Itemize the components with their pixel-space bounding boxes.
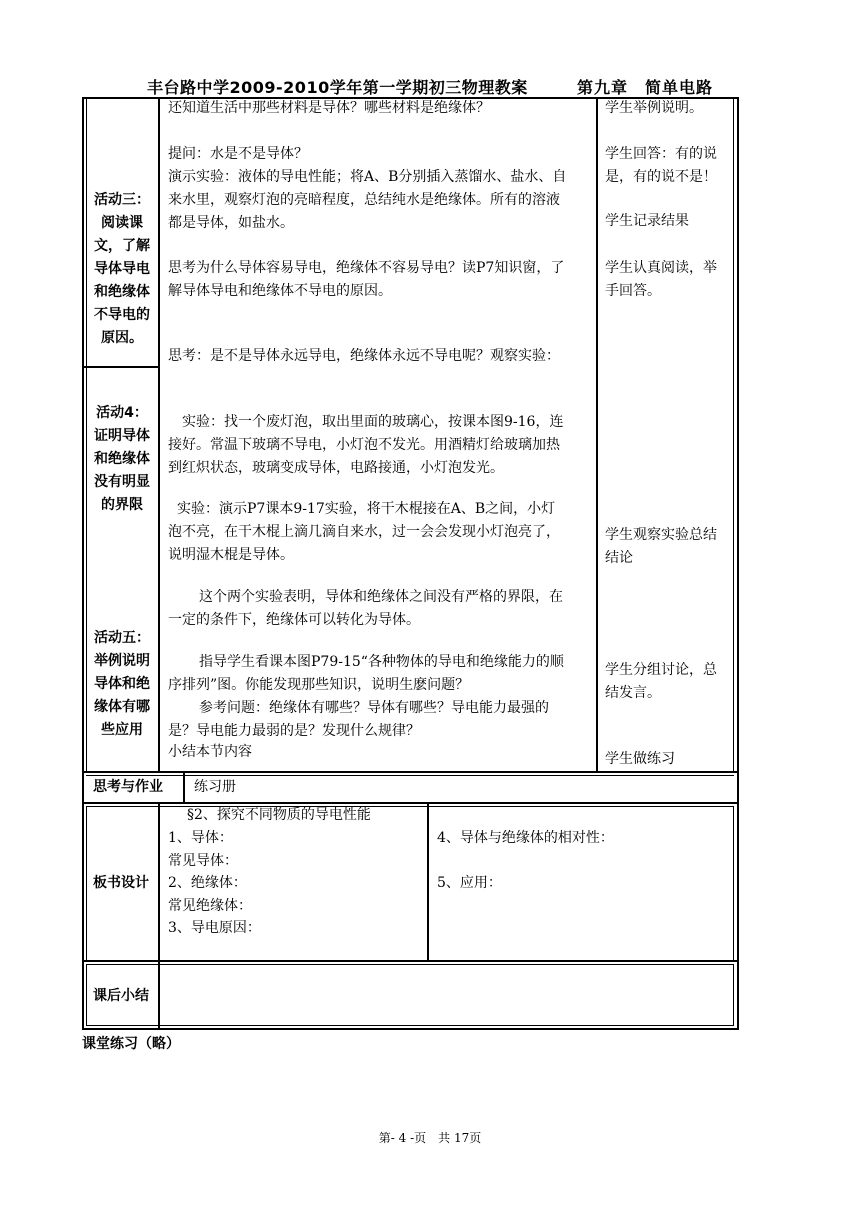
row-divider-board-inner: [86, 964, 734, 965]
teacher-p7c: 说明湿木棍是导体。: [168, 547, 294, 563]
activity3-line: 导体导电: [94, 261, 150, 277]
row-divider-homework: [82, 802, 739, 804]
board-l4: 常见绝缘体：: [168, 898, 252, 914]
student-s2b: 是，有的说不是！: [605, 169, 717, 185]
table-border-bottom: [82, 1028, 739, 1030]
activity3-line: 阅读课: [101, 215, 143, 231]
activity4-line: 活动4：: [96, 405, 148, 421]
school-title: 丰台路中学2009-2010学年第一学期初三物理教案: [147, 78, 528, 97]
teacher-p3b: 来水里，观察灯泡的亮暗程度，总结纯水是绝缘体。所有的溶液: [168, 192, 560, 208]
teacher-p4a: 思考为什么导体容易导电，绝缘体不容易导电？读P7知识窗，了: [168, 260, 565, 276]
row-divider-board: [82, 960, 739, 962]
activity4-line: 的界限: [101, 497, 143, 513]
homework-value: 练习册: [194, 779, 236, 795]
student-s5a: 学生观察实验总结: [605, 527, 717, 543]
activity4-line: 和绝缘体: [94, 451, 150, 467]
col-divider-summary: [158, 962, 160, 1028]
teacher-p9b: 序排列”图。你能发现那些知识，说明生麽问题？: [168, 677, 470, 693]
board-l2: 常见导体：: [168, 853, 238, 869]
teacher-p11: 小结本节内容: [168, 744, 252, 760]
teacher-p3a: 演示实验：液体的导电性能；将A、B分别插入蒸馏水、盐水、自: [168, 169, 567, 185]
teacher-p6b: 接好。常温下玻璃不导电，小灯泡不发光。用酒精灯给玻璃加热: [168, 437, 560, 453]
chapter-title: 第九章 简单电路: [577, 78, 714, 97]
student-s6a: 学生分组讨论，总: [605, 662, 717, 678]
board-r1: 4、导体与绝缘体的相对性：: [437, 830, 614, 846]
board-label: 板书设计: [93, 875, 149, 891]
col-divider-board-2: [427, 804, 429, 962]
activity4-line: 证明导体: [94, 428, 150, 444]
activity3-line: 和绝缘体: [94, 284, 150, 300]
board-title: §2、探究不同物质的导电性能: [187, 807, 371, 823]
teacher-p9a: 指导学生看课本图P79-15“各种物体的导电和绝缘能力的顺: [199, 654, 564, 670]
teacher-p3c: 都是导体，如盐水。: [168, 215, 294, 231]
row-divider-a3: [82, 366, 159, 368]
activity3-line: 文，了解: [94, 238, 150, 254]
student-s6b: 结发言。: [605, 685, 661, 701]
student-s7: 学生做练习: [605, 751, 675, 767]
student-s1: 学生举例说明。: [605, 100, 703, 116]
student-s4a: 学生认真阅读，举: [605, 260, 717, 276]
table-inner-right-3: [733, 964, 734, 1026]
row-divider-homework-inner: [86, 806, 734, 807]
teacher-p4b: 解导体导电和绝缘体不导电的原因。: [168, 283, 392, 299]
page-header: [0, 75, 860, 97]
teacher-p6a: 实验：找一个废灯泡，取出里面的玻璃心，按课本图9-16，连: [182, 414, 564, 430]
activity4-line: 没有明显: [94, 474, 150, 490]
teacher-p2: 提问：水是不是导体？: [168, 146, 308, 162]
activity5-label: [84, 627, 160, 742]
activity5-line: 活动五：: [94, 630, 150, 646]
activity3-line: 原因。: [101, 330, 143, 346]
table-inner-right: [733, 97, 734, 772]
teacher-p7a: 实验：演示P7课本9-17实验，将干木棍接在A、B之间，小灯: [177, 501, 556, 517]
table-inner-left-3: [86, 964, 87, 1026]
teacher-p8a: 这个两个实验表明，导体和绝缘体之间没有严格的界限，在: [199, 589, 563, 605]
student-s2a: 学生回答：有的说: [605, 146, 717, 162]
activity3-line: 不导电的: [94, 307, 150, 323]
homework-label: 思考与作业: [93, 779, 163, 795]
row-divider-summary-inner: [86, 1025, 734, 1026]
teacher-p10a: 参考问题：绝缘体有哪些？导体有哪些？导电能力最强的: [199, 700, 549, 716]
row-divider-activities: [82, 771, 739, 773]
student-s4b: 手回答。: [605, 283, 661, 299]
col-divider-2: [596, 97, 598, 773]
student-s3: 学生记录结果: [605, 213, 689, 229]
col-divider-board-1: [158, 804, 160, 962]
board-l3: 2、绝缘体：: [168, 875, 247, 891]
activity3-label: [84, 189, 160, 350]
col-divider-homework: [183, 773, 185, 804]
activity4-label: [84, 402, 160, 517]
activity5-line: 缘体有哪: [94, 699, 150, 715]
practice-note: 课堂练习（略）: [82, 1036, 180, 1052]
activity5-line: 举例说明: [94, 653, 150, 669]
board-r2: 5、应用：: [437, 875, 502, 891]
table-inner-left-2: [86, 806, 87, 962]
teacher-p6c: 到红炽状态，玻璃变成导体，电路接通，小灯泡发光。: [168, 460, 504, 476]
teacher-p8b: 一定的条件下，绝缘体可以转化为导体。: [168, 612, 420, 628]
summary-label: 课后小结: [93, 988, 149, 1004]
table-border-right: [737, 97, 739, 1030]
activity3-line: 活动三：: [94, 192, 150, 208]
board-l5: 3、导电原因：: [168, 920, 261, 936]
board-l1: 1、导体：: [168, 830, 233, 846]
teacher-p7b: 泡不亮，在干木棍上滴几滴自来水，过一会会发现小灯泡亮了，: [168, 524, 560, 540]
student-s5b: 结论: [605, 550, 633, 566]
page-footer: 第- 4 -页 共 17页: [378, 1131, 482, 1145]
table-inner-right-2: [733, 806, 734, 962]
activity5-line: 些应用: [101, 722, 143, 738]
teacher-p5: 思考：是不是导体永远导电，绝缘体永远不导电呢？观察实验：: [168, 348, 560, 364]
teacher-p10b: 是？导电能力最弱的是？发现什么规律？: [168, 723, 420, 739]
teacher-p1: 还知道生活中那些材料是导体？哪些材料是绝缘体？: [168, 100, 490, 116]
activity5-line: 导体和绝: [94, 676, 150, 692]
